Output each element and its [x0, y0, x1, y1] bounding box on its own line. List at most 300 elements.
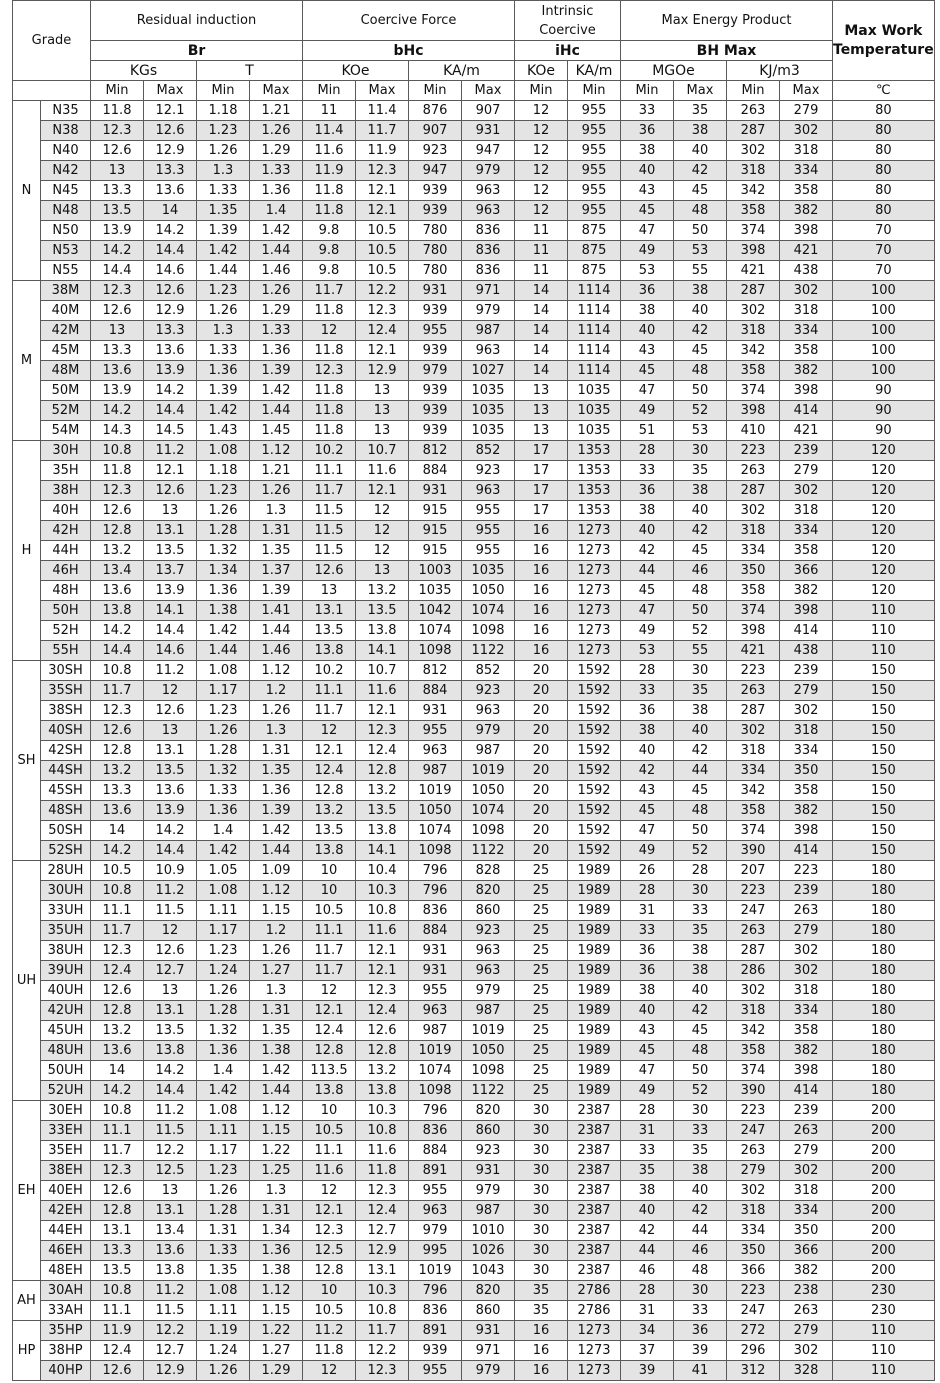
table-row	[13, 581, 935, 601]
cell-ihc-koe-min: 20	[515, 661, 568, 681]
cell-bhc-kam-max: 1019	[462, 761, 515, 781]
cell-br-kgs-min: 13.2	[91, 1021, 144, 1041]
grade-name-cell: 40EH	[41, 1181, 91, 1201]
ihc-symbol: iHc	[515, 41, 621, 61]
cell-ihc-kam-min: 1592	[568, 701, 621, 721]
cell-br-kgs-min: 10.8	[91, 661, 144, 681]
cell-br-kgs-min: 10.5	[91, 861, 144, 881]
cell-br-t-min: 1.33	[197, 181, 250, 201]
cell-ihc-koe-min: 14	[515, 361, 568, 381]
cell-bh-mgoe-max: 42	[674, 1001, 727, 1021]
cell-bh-kjm3-max: 366	[780, 561, 833, 581]
cell-bhc-kam-max: 860	[462, 1301, 515, 1321]
cell-bhc-koe-max: 12.3	[356, 1181, 409, 1201]
cell-bhc-kam-max: 947	[462, 141, 515, 161]
cell-max-temp-c: 80	[833, 201, 935, 221]
cell-br-kgs-min: 14.2	[91, 841, 144, 861]
table-row	[13, 781, 935, 801]
cell-br-kgs-min: 13	[91, 161, 144, 181]
cell-br-t-min: 1.23	[197, 481, 250, 501]
cell-bhc-kam-min: 939	[409, 421, 462, 441]
cell-bh-mgoe-max: 53	[674, 241, 727, 261]
cell-max-temp-c: 150	[833, 681, 935, 701]
cell-br-t-max: 1.46	[250, 641, 303, 661]
table-row	[13, 221, 935, 241]
cell-bh-mgoe-max: 35	[674, 461, 727, 481]
cell-br-t-min: 1.26	[197, 501, 250, 521]
cell-bh-mgoe-min: 33	[621, 1141, 674, 1161]
cell-bh-kjm3-max: 366	[780, 1241, 833, 1261]
cell-ihc-koe-min: 30	[515, 1241, 568, 1261]
cell-bhc-koe-min: 12.8	[303, 781, 356, 801]
grade-name-cell: 38H	[41, 481, 91, 501]
cell-br-kgs-max: 14.4	[144, 841, 197, 861]
residual-induction-header: Residual induction	[91, 1, 303, 41]
cell-bhc-koe-min: 11.7	[303, 961, 356, 981]
cell-ihc-kam-min: 1114	[568, 301, 621, 321]
cell-bhc-koe-max: 11.4	[356, 101, 409, 121]
cell-bh-mgoe-max: 45	[674, 1021, 727, 1041]
cell-bh-kjm3-min: 247	[727, 901, 780, 921]
cell-bhc-koe-max: 12.1	[356, 481, 409, 501]
cell-ihc-koe-min: 20	[515, 841, 568, 861]
cell-br-kgs-max: 14.2	[144, 821, 197, 841]
cell-br-kgs-max: 12.9	[144, 1361, 197, 1381]
cell-bh-kjm3-min: 342	[727, 181, 780, 201]
cell-bh-kjm3-min: 398	[727, 241, 780, 261]
cell-bhc-kam-max: 1122	[462, 841, 515, 861]
cell-bh-mgoe-min: 33	[621, 461, 674, 481]
cell-br-t-min: 1.26	[197, 301, 250, 321]
cell-ihc-koe-min: 12	[515, 141, 568, 161]
cell-br-kgs-max: 12.6	[144, 941, 197, 961]
cell-br-kgs-max: 14.4	[144, 621, 197, 641]
grade-name-cell: 48SH	[41, 801, 91, 821]
cell-ihc-kam-min: 1989	[568, 1021, 621, 1041]
cell-ihc-kam-min: 1989	[568, 1001, 621, 1021]
cell-br-kgs-min: 13.6	[91, 801, 144, 821]
cell-bhc-koe-max: 12.8	[356, 761, 409, 781]
max-label: Max	[674, 81, 727, 101]
cell-bh-mgoe-max: 52	[674, 621, 727, 641]
cell-bhc-koe-min: 11.2	[303, 1321, 356, 1341]
cell-ihc-koe-min: 14	[515, 301, 568, 321]
table-row	[13, 761, 935, 781]
cell-bhc-kam-min: 1019	[409, 1041, 462, 1061]
cell-bhc-kam-min: 891	[409, 1161, 462, 1181]
cell-bh-kjm3-min: 287	[727, 281, 780, 301]
cell-bhc-koe-max: 10.5	[356, 221, 409, 241]
cell-bhc-kam-max: 979	[462, 301, 515, 321]
cell-bh-mgoe-min: 36	[621, 481, 674, 501]
cell-bh-mgoe-min: 31	[621, 901, 674, 921]
cell-bh-kjm3-min: 358	[727, 801, 780, 821]
cell-bh-kjm3-max: 302	[780, 1341, 833, 1361]
table-row	[13, 1001, 935, 1021]
grade-name-cell: 40UH	[41, 981, 91, 1001]
cell-max-temp-c: 110	[833, 1361, 935, 1381]
cell-br-kgs-min: 14.2	[91, 241, 144, 261]
cell-bhc-kam-min: 939	[409, 301, 462, 321]
cell-ihc-kam-min: 2387	[568, 1181, 621, 1201]
cell-bhc-kam-min: 796	[409, 1281, 462, 1301]
cell-bhc-koe-max: 14.1	[356, 641, 409, 661]
cell-bhc-kam-min: 1019	[409, 1261, 462, 1281]
grade-name-cell: 38HP	[41, 1341, 91, 1361]
cell-bh-kjm3-max: 318	[780, 721, 833, 741]
cell-bh-kjm3-max: 398	[780, 821, 833, 841]
cell-br-kgs-max: 13.9	[144, 581, 197, 601]
cell-bh-mgoe-max: 38	[674, 281, 727, 301]
grade-name-cell: N48	[41, 201, 91, 221]
table-row	[13, 121, 935, 141]
table-row	[13, 1081, 935, 1101]
cell-bh-mgoe-max: 42	[674, 741, 727, 761]
cell-br-t-max: 1.27	[250, 961, 303, 981]
cell-bhc-kam-min: 939	[409, 181, 462, 201]
cell-max-temp-c: 180	[833, 981, 935, 1001]
cell-bh-mgoe-min: 36	[621, 941, 674, 961]
cell-bhc-koe-min: 11.7	[303, 701, 356, 721]
grade-name-cell: 40SH	[41, 721, 91, 741]
cell-br-t-min: 1.43	[197, 421, 250, 441]
grade-header: Grade	[13, 1, 91, 81]
cell-bhc-kam-max: 820	[462, 1281, 515, 1301]
table-row	[13, 1061, 935, 1081]
cell-bh-mgoe-min: 45	[621, 581, 674, 601]
cell-br-t-max: 1.36	[250, 781, 303, 801]
table-row	[13, 341, 935, 361]
cell-bh-kjm3-max: 239	[780, 1101, 833, 1121]
cell-br-kgs-min: 13.4	[91, 561, 144, 581]
cell-bh-mgoe-min: 49	[621, 841, 674, 861]
cell-bhc-koe-min: 12.4	[303, 761, 356, 781]
cell-bhc-kam-min: 836	[409, 1301, 462, 1321]
cell-max-temp-c: 120	[833, 481, 935, 501]
cell-bh-kjm3-max: 239	[780, 661, 833, 681]
cell-bh-mgoe-max: 50	[674, 1061, 727, 1081]
cell-bhc-kam-max: 963	[462, 941, 515, 961]
cell-bh-mgoe-max: 35	[674, 101, 727, 121]
cell-br-t-max: 1.39	[250, 801, 303, 821]
cell-max-temp-c: 150	[833, 761, 935, 781]
cell-ihc-koe-min: 25	[515, 1081, 568, 1101]
cell-bhc-kam-max: 1074	[462, 601, 515, 621]
cell-br-t-max: 1.25	[250, 1161, 303, 1181]
table-row	[13, 821, 935, 841]
cell-bhc-koe-min: 11.8	[303, 1341, 356, 1361]
cell-br-kgs-min: 14	[91, 1061, 144, 1081]
cell-bhc-kam-min: 931	[409, 941, 462, 961]
table-row	[13, 1021, 935, 1041]
cell-bh-kjm3-min: 390	[727, 841, 780, 861]
cell-bh-kjm3-min: 374	[727, 381, 780, 401]
max-energy-product-header: Max Energy Product	[621, 1, 833, 41]
cell-br-t-max: 1.42	[250, 221, 303, 241]
cell-bh-mgoe-min: 38	[621, 301, 674, 321]
cell-br-t-min: 1.05	[197, 861, 250, 881]
cell-br-t-min: 1.39	[197, 381, 250, 401]
cell-bhc-kam-min: 931	[409, 961, 462, 981]
coercive-force-header: Coercive Force	[303, 1, 515, 41]
cell-br-kgs-min: 12.8	[91, 521, 144, 541]
cell-bhc-koe-min: 11.8	[303, 401, 356, 421]
cell-bh-mgoe-max: 38	[674, 1161, 727, 1181]
cell-bh-mgoe-min: 47	[621, 1061, 674, 1081]
grade-name-cell: 52SH	[41, 841, 91, 861]
cell-bh-mgoe-min: 36	[621, 281, 674, 301]
cell-br-kgs-max: 13.3	[144, 161, 197, 181]
cell-bh-mgoe-min: 34	[621, 1321, 674, 1341]
cell-bhc-kam-max: 971	[462, 1341, 515, 1361]
cell-max-temp-c: 180	[833, 921, 935, 941]
cell-bh-mgoe-min: 45	[621, 1041, 674, 1061]
cell-bh-mgoe-min: 40	[621, 741, 674, 761]
cell-bh-mgoe-max: 50	[674, 221, 727, 241]
cell-max-temp-c: 120	[833, 501, 935, 521]
cell-br-kgs-min: 14.4	[91, 261, 144, 281]
cell-br-kgs-max: 13.6	[144, 341, 197, 361]
cell-bhc-koe-max: 10.5	[356, 261, 409, 281]
cell-ihc-kam-min: 1989	[568, 1041, 621, 1061]
cell-bhc-koe-min: 10.5	[303, 1121, 356, 1141]
cell-max-temp-c: 200	[833, 1141, 935, 1161]
cell-bhc-koe-min: 10.2	[303, 661, 356, 681]
cell-max-temp-c: 150	[833, 841, 935, 861]
grade-name-cell: 45SH	[41, 781, 91, 801]
cell-br-t-min: 1.32	[197, 761, 250, 781]
grade-name-cell: 44SH	[41, 761, 91, 781]
grade-name-cell: 42H	[41, 521, 91, 541]
cell-bh-kjm3-max: 350	[780, 1221, 833, 1241]
grade-group-label: M	[13, 281, 41, 441]
cell-bh-kjm3-min: 350	[727, 561, 780, 581]
cell-bhc-koe-max: 13.8	[356, 821, 409, 841]
cell-bhc-koe-max: 12	[356, 521, 409, 541]
cell-bhc-koe-max: 11.9	[356, 141, 409, 161]
cell-bhc-kam-max: 1050	[462, 581, 515, 601]
cell-ihc-kam-min: 1035	[568, 401, 621, 421]
cell-bhc-koe-max: 11.6	[356, 681, 409, 701]
cell-bhc-kam-min: 891	[409, 1321, 462, 1341]
cell-br-t-min: 1.44	[197, 261, 250, 281]
cell-br-kgs-max: 12.2	[144, 1141, 197, 1161]
table-row	[13, 521, 935, 541]
cell-bh-kjm3-min: 223	[727, 1281, 780, 1301]
cell-bh-mgoe-min: 53	[621, 641, 674, 661]
cell-br-kgs-min: 12.3	[91, 701, 144, 721]
table-row	[13, 361, 935, 381]
table-row	[13, 1181, 935, 1201]
cell-br-t-max: 1.44	[250, 841, 303, 861]
cell-bh-kjm3-min: 366	[727, 1261, 780, 1281]
cell-bhc-koe-min: 10.5	[303, 901, 356, 921]
cell-bh-mgoe-min: 45	[621, 801, 674, 821]
table-row	[13, 1121, 935, 1141]
cell-bh-mgoe-min: 47	[621, 601, 674, 621]
cell-br-t-max: 1.26	[250, 281, 303, 301]
grade-subheader-blank	[13, 81, 91, 101]
cell-bhc-koe-min: 11.6	[303, 1161, 356, 1181]
cell-br-kgs-max: 14.6	[144, 261, 197, 281]
grade-name-cell: 40HP	[41, 1361, 91, 1381]
cell-bhc-kam-max: 1098	[462, 1061, 515, 1081]
cell-bh-mgoe-max: 41	[674, 1361, 727, 1381]
cell-bhc-koe-min: 12.1	[303, 1201, 356, 1221]
cell-ihc-kam-min: 955	[568, 181, 621, 201]
cell-bhc-koe-max: 10.8	[356, 1301, 409, 1321]
cell-ihc-koe-min: 30	[515, 1261, 568, 1281]
cell-bh-kjm3-min: 272	[727, 1321, 780, 1341]
cell-br-kgs-max: 11.2	[144, 1101, 197, 1121]
cell-bhc-kam-max: 1035	[462, 561, 515, 581]
cell-bhc-kam-max: 963	[462, 341, 515, 361]
cell-ihc-koe-min: 11	[515, 261, 568, 281]
cell-bh-mgoe-max: 38	[674, 481, 727, 501]
cell-ihc-kam-min: 1592	[568, 781, 621, 801]
grade-name-cell: 52UH	[41, 1081, 91, 1101]
cell-br-t-min: 1.17	[197, 681, 250, 701]
cell-ihc-kam-min: 955	[568, 201, 621, 221]
cell-bh-kjm3-min: 287	[727, 701, 780, 721]
cell-ihc-koe-min: 35	[515, 1301, 568, 1321]
cell-bhc-koe-min: 11	[303, 101, 356, 121]
cell-br-t-max: 1.27	[250, 1341, 303, 1361]
cell-br-kgs-max: 11.5	[144, 1121, 197, 1141]
table-row	[13, 1201, 935, 1221]
cell-bhc-koe-min: 13	[303, 581, 356, 601]
cell-ihc-kam-min: 1989	[568, 921, 621, 941]
cell-ihc-koe-min: 17	[515, 441, 568, 461]
cell-ihc-koe-min: 13	[515, 381, 568, 401]
cell-bhc-koe-max: 12.1	[356, 941, 409, 961]
cell-br-kgs-max: 14.2	[144, 1061, 197, 1081]
cell-ihc-kam-min: 875	[568, 261, 621, 281]
cell-bh-kjm3-max: 279	[780, 921, 833, 941]
cell-bhc-kam-max: 923	[462, 681, 515, 701]
grade-group-label: AH	[13, 1281, 41, 1321]
cell-bh-kjm3-min: 223	[727, 661, 780, 681]
cell-ihc-koe-min: 30	[515, 1121, 568, 1141]
cell-ihc-koe-min: 20	[515, 741, 568, 761]
cell-br-t-max: 1.44	[250, 401, 303, 421]
cell-ihc-kam-min: 1273	[568, 641, 621, 661]
cell-br-t-min: 1.19	[197, 1321, 250, 1341]
cell-bh-mgoe-min: 42	[621, 761, 674, 781]
cell-br-kgs-min: 11.7	[91, 1141, 144, 1161]
grade-name-cell: 40H	[41, 501, 91, 521]
cell-bhc-kam-max: 963	[462, 481, 515, 501]
cell-bhc-koe-max: 10.8	[356, 901, 409, 921]
cell-bhc-kam-min: 1019	[409, 781, 462, 801]
cell-bh-kjm3-min: 247	[727, 1121, 780, 1141]
grade-name-cell: 39UH	[41, 961, 91, 981]
cell-bh-mgoe-max: 33	[674, 1301, 727, 1321]
cell-bh-kjm3-max: 398	[780, 381, 833, 401]
cell-bhc-kam-max: 923	[462, 921, 515, 941]
cell-max-temp-c: 110	[833, 641, 935, 661]
cell-bh-mgoe-min: 45	[621, 361, 674, 381]
cell-br-t-min: 1.39	[197, 221, 250, 241]
cell-bh-kjm3-min: 358	[727, 1041, 780, 1061]
cell-br-t-max: 1.39	[250, 361, 303, 381]
cell-bhc-koe-min: 11.8	[303, 301, 356, 321]
cell-bh-kjm3-min: 374	[727, 601, 780, 621]
cell-br-kgs-min: 14	[91, 821, 144, 841]
cell-ihc-kam-min: 1114	[568, 321, 621, 341]
cell-bh-kjm3-min: 302	[727, 981, 780, 1001]
cell-bh-kjm3-min: 223	[727, 1101, 780, 1121]
cell-bhc-kam-max: 1035	[462, 381, 515, 401]
max-label: Max	[780, 81, 833, 101]
cell-br-kgs-min: 12.3	[91, 281, 144, 301]
cell-bh-mgoe-min: 35	[621, 1161, 674, 1181]
cell-max-temp-c: 150	[833, 781, 935, 801]
cell-ihc-koe-min: 12	[515, 181, 568, 201]
cell-bh-mgoe-min: 38	[621, 981, 674, 1001]
table-row	[13, 421, 935, 441]
table-body	[13, 101, 935, 1381]
cell-br-t-max: 1.22	[250, 1141, 303, 1161]
cell-br-kgs-max: 14.2	[144, 221, 197, 241]
table-row	[13, 941, 935, 961]
cell-bhc-koe-min: 13.5	[303, 821, 356, 841]
cell-max-temp-c: 110	[833, 601, 935, 621]
cell-bhc-kam-max: 1043	[462, 1261, 515, 1281]
cell-br-t-min: 1.28	[197, 1201, 250, 1221]
table-header	[13, 1, 935, 101]
cell-bhc-kam-max: 820	[462, 1101, 515, 1121]
cell-bhc-kam-min: 955	[409, 721, 462, 741]
table-row	[13, 961, 935, 981]
cell-bh-kjm3-max: 223	[780, 861, 833, 881]
cell-br-kgs-min: 12.4	[91, 1341, 144, 1361]
cell-ihc-koe-min: 13	[515, 401, 568, 421]
table-row	[13, 1221, 935, 1241]
cell-bh-kjm3-max: 263	[780, 1121, 833, 1141]
cell-bh-kjm3-min: 287	[727, 941, 780, 961]
cell-bh-kjm3-min: 207	[727, 861, 780, 881]
table-row	[13, 1321, 935, 1341]
cell-br-kgs-min: 10.8	[91, 1281, 144, 1301]
table-row	[13, 1241, 935, 1261]
cell-br-kgs-max: 13	[144, 501, 197, 521]
cell-max-temp-c: 180	[833, 961, 935, 981]
cell-br-kgs-max: 12.7	[144, 961, 197, 981]
cell-ihc-koe-min: 13	[515, 421, 568, 441]
table-row	[13, 861, 935, 881]
grade-name-cell: 46EH	[41, 1241, 91, 1261]
cell-ihc-kam-min: 1114	[568, 281, 621, 301]
cell-ihc-koe-min: 16	[515, 641, 568, 661]
cell-bhc-kam-max: 1050	[462, 781, 515, 801]
table-row	[13, 621, 935, 641]
grade-name-cell: N53	[41, 241, 91, 261]
cell-max-temp-c: 100	[833, 281, 935, 301]
cell-br-kgs-min: 12.6	[91, 501, 144, 521]
cell-bh-kjm3-min: 410	[727, 421, 780, 441]
cell-bh-mgoe-min: 36	[621, 701, 674, 721]
cell-bh-kjm3-max: 263	[780, 901, 833, 921]
grade-name-cell: 33UH	[41, 901, 91, 921]
cell-ihc-kam-min: 875	[568, 221, 621, 241]
cell-ihc-kam-min: 1035	[568, 421, 621, 441]
cell-ihc-koe-min: 20	[515, 821, 568, 841]
table-row	[13, 661, 935, 681]
cell-bh-kjm3-min: 374	[727, 1061, 780, 1081]
min-label: Min	[303, 81, 356, 101]
cell-ihc-kam-min: 1989	[568, 981, 621, 1001]
